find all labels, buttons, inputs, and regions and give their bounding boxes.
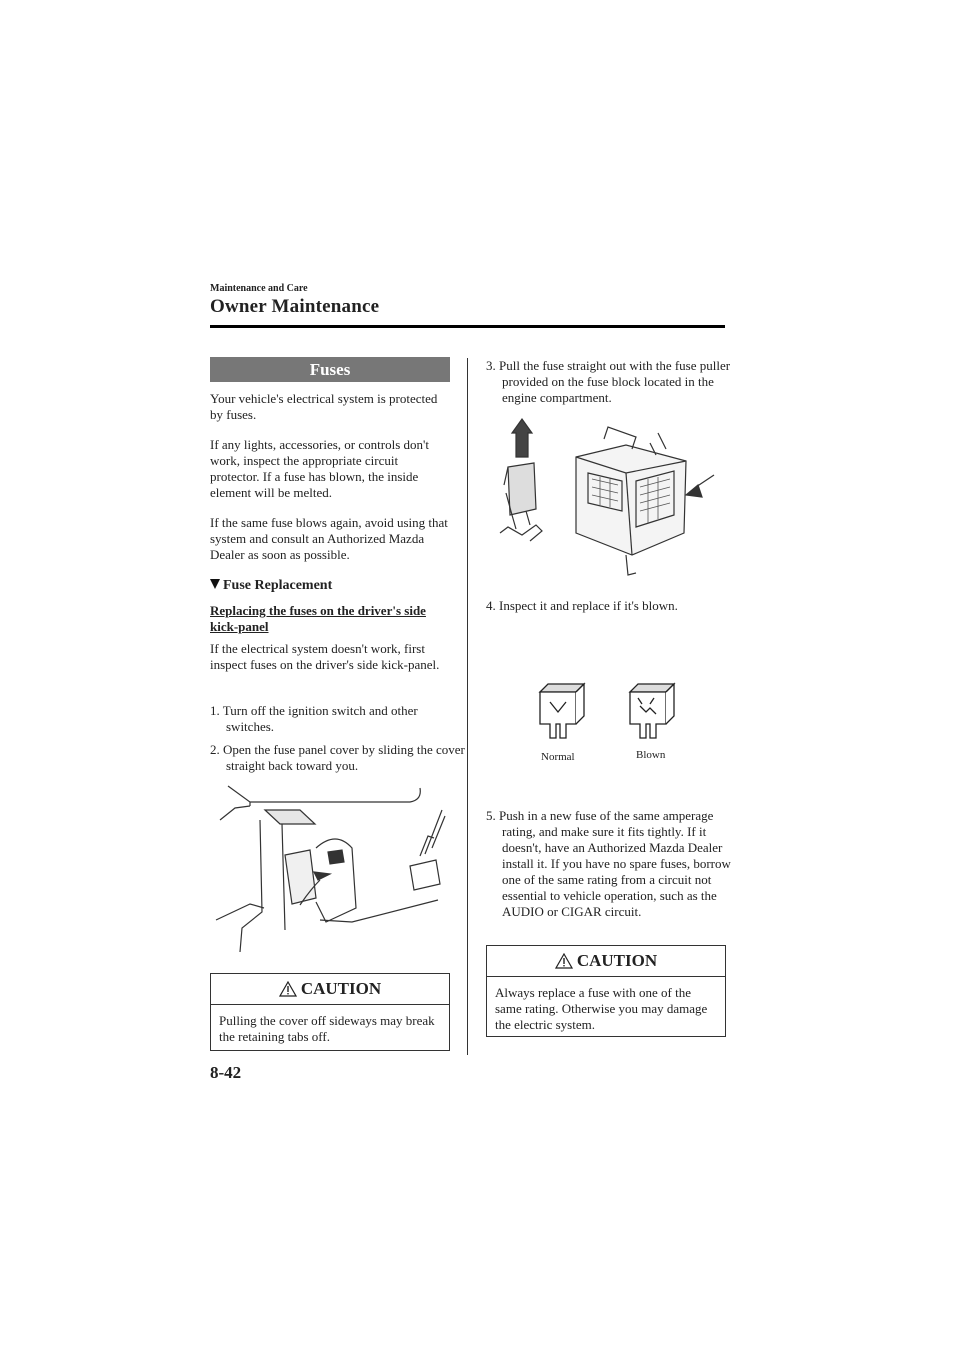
page-number: 8-42	[210, 1063, 242, 1082]
intro-paragraph-2: If any lights, accessories, or controls don't work, inspect the appropriate circuit protector. If a fuse has blown, the inside element will be melted.	[210, 437, 429, 500]
step-2: 2. Open the fuse panel cover by sliding the cover straight back toward you.	[210, 742, 465, 773]
caution-box-fuse-rating	[486, 945, 726, 1037]
column-divider	[467, 358, 468, 1055]
fuses-banner: Fuses	[210, 357, 450, 382]
fuse-label-normal: Normal	[541, 751, 575, 763]
kick-panel-paragraph: If the electrical system doesn't work, first inspect fuses on the driver's side kick-panel.	[210, 641, 440, 672]
fuse-replacement-heading	[210, 578, 332, 594]
caution-title: CAUTION	[576, 951, 658, 970]
triangle-bullet-icon	[210, 579, 220, 589]
caution-text: Pulling the cover off sideways may break the retaining tabs off.	[219, 1013, 435, 1044]
fuse-comparison-illustration	[530, 676, 690, 752]
title-rule	[210, 325, 725, 328]
kick-panel-heading: Replacing the fuses on the driver's side kick-panel	[210, 603, 426, 634]
intro-paragraph-1: Your vehicle's electrical system is protected by fuses.	[210, 391, 438, 422]
caution-header	[487, 946, 725, 977]
step-4: 4. Inspect it and replace if it's blown.	[486, 598, 678, 613]
page-title: Owner Maintenance	[210, 296, 380, 317]
fuse-block-illustration	[486, 415, 726, 585]
warning-triangle-icon	[279, 981, 297, 997]
intro-paragraph-3: If the same fuse blows again, avoid using that system and consult an Authorized Mazda Dealer as soon as possible.	[210, 515, 448, 562]
fuse-label-blown: Blown	[636, 749, 666, 761]
section-label: Maintenance and Care	[210, 283, 308, 294]
caution-box-cover	[210, 973, 450, 1051]
fuse-replacement-heading-text: Fuse Replacement	[223, 578, 333, 593]
caution-header	[211, 974, 449, 1005]
step-5: 5. Push in a new fuse of the same amperage rating, and make sure it fits tightly. If it doesn't, have an Authorized Mazda Dealer install it. If you have no spare fuses, borrow one of the same rating from a circuit not essential to vehicle operation, such as the AUDIO or CIGAR circuit.	[486, 808, 731, 919]
kick-panel-illustration	[210, 780, 450, 952]
step-3: 3. Pull the fuse straight out with the fuse puller provided on the fuse block located in the engine compartment.	[486, 358, 731, 405]
caution-title: CAUTION	[300, 979, 382, 998]
caution-text: Always replace a fuse with one of the same rating. Otherwise you may damage the electric system.	[495, 985, 708, 1032]
step-1: 1. Turn off the ignition switch and other switches.	[210, 703, 418, 734]
warning-triangle-icon	[555, 953, 573, 969]
